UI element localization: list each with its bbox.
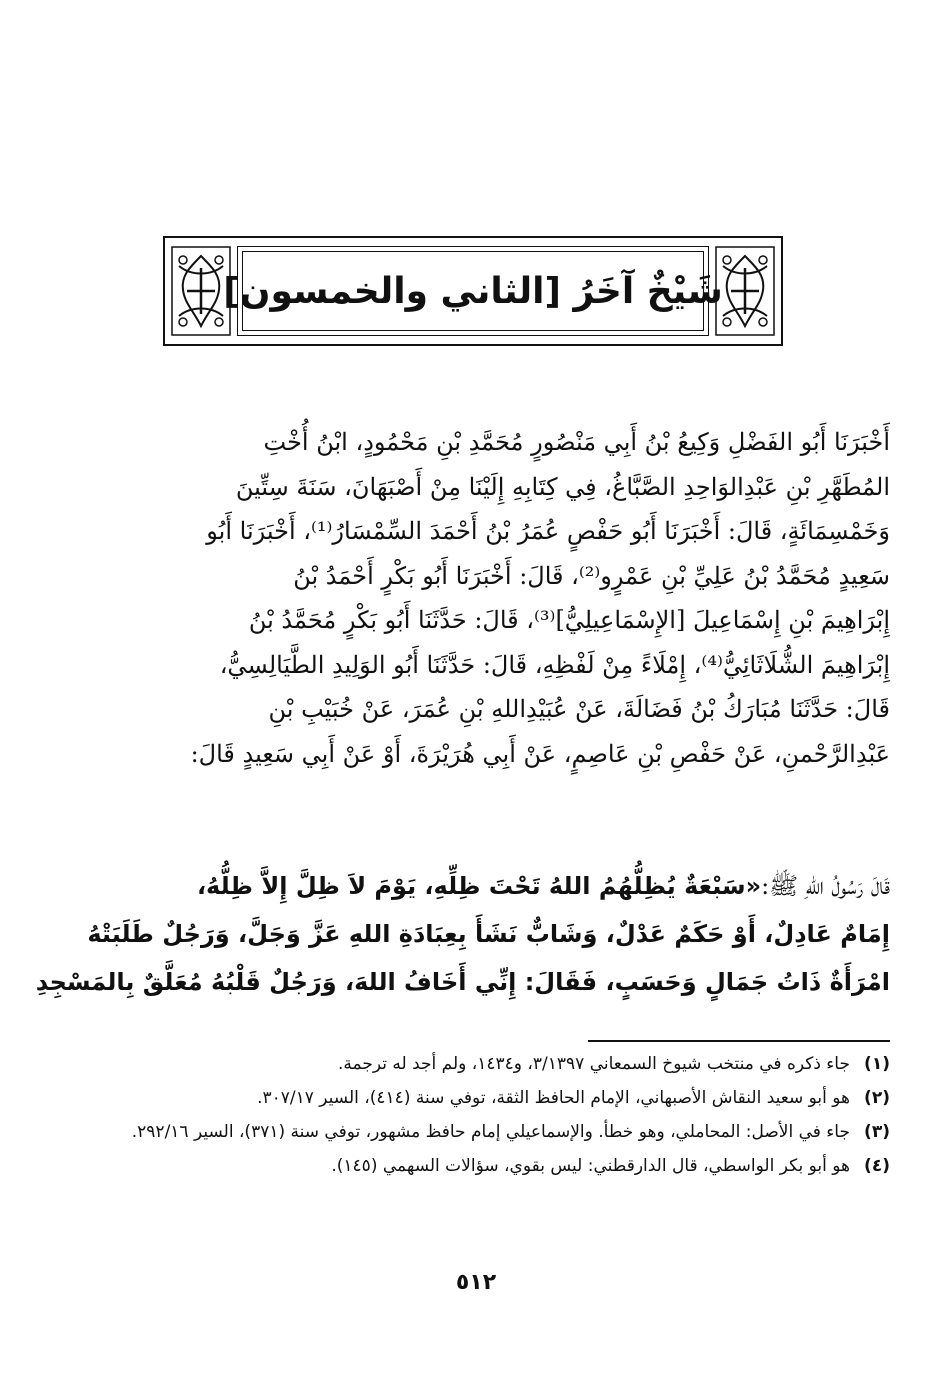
floral-ornament-icon [171,246,231,336]
text-line: أَخْبَرَنَا أَبُو الفَضْلِ وَكِيعُ بْنُ أَبِي مَنْصُورٍ مُحَمَّدِ بْنِ مَحْمُودٍ، ابْنُ أُخْتِ [263,428,890,456]
footnote-number: (٤) [864,1156,890,1176]
footnote-text: جاء ذكره في منتخب شيوخ السمعاني ٣/١٣٩٧، و١٤٣٤، ولم أجد له ترجمة. [338,1054,850,1074]
isnad-paragraph [100,420,890,776]
footnote-number: (٢) [864,1088,890,1108]
footnote-item [98,1048,890,1080]
text-line: إِبْرَاهِيمَ بْنِ إِسْمَاعِيلَ [الإِسْمَاعِيلِيُّ]⁽³⁾، قَالَ: حَدَّثَنَا أَبُو بَكْرٍ مُحَمَّدُ بْنُ [248,606,890,634]
text-line: سَعِيدٍ مُحَمَّدُ بْنُ عَلِيِّ بْنِ عَمْرٍو⁽²⁾، قَالَ: أَخْبَرَنَا أَبُو بَكْرٍ أَحْمَدُ بْنُ [293,561,890,590]
page-number: ٥١٢ [455,1270,497,1295]
hadith-line: إِمَامٌ عَادِلٌ، أَوْ حَكَمٌ عَدْلٌ، وَشَابٌّ نَشَأَ بِعِبَادَةِ اللهِ عَزَّ وَجَلَّ، وَرَجُلٌ طَلَبَتْهُ [87,920,890,948]
hadith-lead: قَالَ رَسُولُ اللهِ ﷺ: [761,872,890,900]
footnote-text: هو أبو سعيد النقاش الأصبهاني، الإمام الحافظ الثقة، توفي سنة (٤١٤)، السير ٣٠٧/١٧. [257,1088,850,1108]
text-line: إِبْرَاهِيمَ الشُّلَاثَائِيُّ⁽⁴⁾، إِمْلَاءً مِنْ لَفْظِهِ، قَالَ: حَدَّثَنَا أَبُو الوَلِيدِ الطَّيَالِسِيُّ، [219,650,890,679]
text-line: قَالَ: حَدَّثَنَا مُبَارَكُ بْنُ فَضَالَةَ، عَنْ عُبَيْدِاللهِ بْنِ عُمَرَ، عَنْ خُبَيْبِ بْنِ [268,695,890,723]
hadith-line: امْرَأَةٌ ذَاتُ جَمَالٍ وَحَسَبٍ، فَقَالَ: إِنِّي أَخَافُ اللهَ، وَرَجُلٌ قَلْبُهُ مُعَلَّقٌ بِالمَسْجِدِ [35,968,890,996]
text-line: وَخَمْسِمَائَةٍ، قَالَ: أَخْبَرَنَا أَبُو حَفْصٍ عُمَرُ بْنُ أَحْمَدَ السِّمْسَارُ⁽¹⁾، أَخْبَرَنَا أَبُو [206,517,890,545]
footnote-number: (١) [864,1054,890,1074]
hadith-text [35,862,890,1006]
floral-ornament-icon [715,246,775,336]
hadith-line: «سَبْعَةٌ يُظِلُّهُمُ اللهُ تَحْتَ ظِلِّهِ، يَوْمَ لاَ ظِلَّ إِلاَّ ظِلُّهُ، [196,872,762,900]
footnote-text: جاء في الأصل: المحاملي، وهو خطأ. والإسماعيلي إمام حافظ مشهور، توفي سنة (٣٧١)، السير ٢٩٢/١٦. [131,1122,850,1142]
title-panel [223,246,723,336]
chapter-title: شَيْخٌ آخَرُ [الثاني والخمسون] [223,270,723,312]
text-line: عَبْدِالرَّحْمنِ، عَنْ حَفْصِ بْنِ عَاصِمٍ، عَنْ أَبِي هُرَيْرَةَ، أَوْ عَنْ أَبِي سَعِيدٍ قَالَ: [190,739,890,768]
footnote-number: (٣) [864,1122,890,1142]
footnote-text: هو أبو بكر الواسطي، قال الدارقطني: ليس بقوي، سؤالات السهمي (١٤٥). [331,1156,850,1176]
footnote-item [98,1116,890,1148]
footnote-item [98,1150,890,1182]
chapter-heading-frame [163,236,783,346]
text-line: المُطَهَّرِ بْنِ عَبْدِالوَاحِدِ الصَّبَّاغُ، فِي كِتَابِهِ إِلَيْنَا مِنْ أَصْبَهَانَ، سَنَةَ سِتِّينَ [235,472,890,501]
footnote-divider [588,1040,890,1042]
footnotes [98,1048,890,1184]
footnote-item [98,1082,890,1114]
